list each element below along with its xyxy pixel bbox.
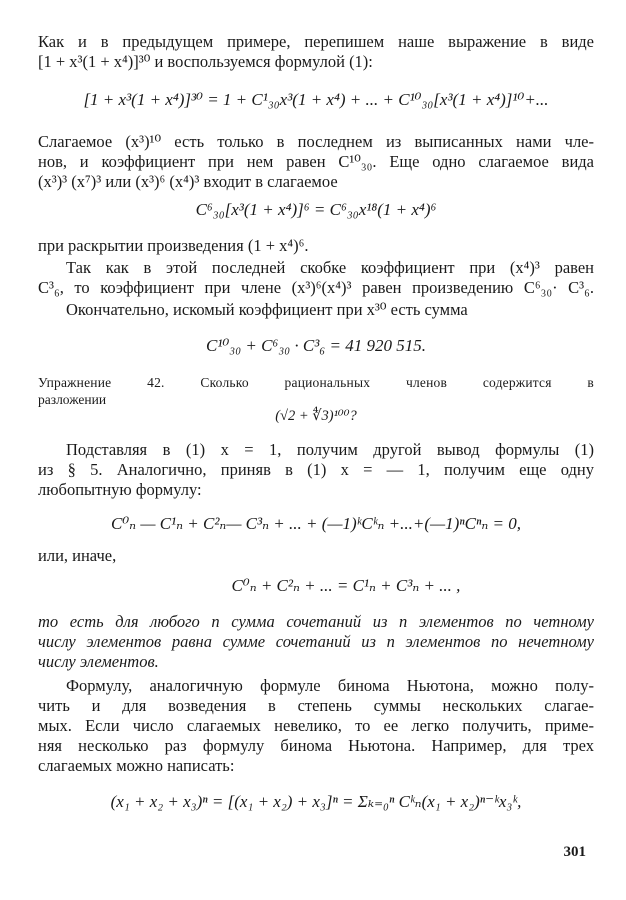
text-line: Как и в предыдущем примере, перепишем наше выражение в виде (38, 32, 594, 51)
exercise-line: разложении (38, 392, 107, 407)
equation: C⁰ₙ + C²ₙ + ... = C¹ₙ + C³ₙ + ... , (231, 576, 461, 595)
text-line: мых. Если число слагаемых невелико, то ее легко получить, приме- (38, 716, 594, 735)
text-line-italic: числу элементов. (38, 652, 159, 671)
exercise-formula: (√2 + ∜3)¹⁰⁰? (275, 408, 357, 424)
text-line: любопытную формулу: (38, 480, 202, 499)
text-line: няя несколько раз формулу бинома Ньютона. Например, для трех (38, 736, 594, 755)
text-line: чить и для возведения в степень суммы нескольких слагае- (38, 696, 594, 715)
equation: (x₁ + x₂ + x₃)ⁿ = [(x₁ + x₂) + x₃]ⁿ = Σₖ₌₀ⁿ Cᵏₙ(x₁ + x₂)ⁿ⁻ᵏx₃ᵏ, (110, 792, 522, 811)
text-line: Слагаемое (x³)¹⁰ есть только в последнем из выписанных нами чле- (38, 132, 594, 151)
text-line-italic: то есть для любого n сумма сочетаний из n элементов по четному (38, 612, 594, 631)
text-line-italic: числу элементов равна сумме сочетаний из n элементов по нечетному (38, 632, 594, 651)
text-line: при раскрытии произведения (1 + x⁴)⁶. (38, 236, 309, 255)
text-line: Формулу, аналогичную формуле бинома Ньютона, можно полу- (66, 676, 594, 695)
equation: [1 + x³(1 + x⁴)]³⁰ = 1 + C¹₃₀x³(1 + x⁴) + ... + C¹⁰₃₀[x³(1 + x⁴)]¹⁰+... (83, 90, 549, 109)
text-line: нов, и коэффициент при нем равен C¹⁰₃₀. Еще одно слагаемое вида (38, 152, 594, 171)
text-line: C³₆, то коэффициент при члене (x³)⁶(x⁴)³ равен произведению C⁶₃₀· C³₆. (38, 278, 594, 297)
text-line: Подставляя в (1) x = 1, получим другой вывод формулы (1) (66, 440, 594, 459)
text-line: или, иначе, (38, 546, 117, 565)
text-line: (x³)³ (x⁷)³ или (x³)⁶ (x⁴)³ входит в слагаемое (38, 172, 338, 191)
page-number: 301 (563, 844, 586, 860)
text-line: Так как в этой последней скобке коэффициент при (x⁴)³ равен (66, 258, 594, 277)
equation: C⁶₃₀[x³(1 + x⁴)]⁶ = C⁶₃₀x¹⁸(1 + x⁴)⁶ (195, 200, 437, 219)
text-line: [1 + x³(1 + x⁴)]³⁰ и воспользуемся формулой (1): (38, 52, 373, 71)
exercise-line: Упражнение 42. Сколько рациональных членов содержится в (38, 375, 594, 390)
equation: C⁰ₙ — C¹ₙ + C²ₙ— C³ₙ + ... + (—1)ᵏCᵏₙ +...+(—1)ⁿCⁿₙ = 0, (111, 514, 521, 533)
text-line: из § 5. Аналогично, приняв в (1) x = — 1, получим еще одну (38, 460, 594, 479)
equation: C¹⁰₃₀ + C⁶₃₀ · C³₆ = 41 920 515. (206, 336, 426, 355)
text-line: Окончательно, искомый коэффициент при x³⁰ есть сумма (66, 300, 468, 319)
text-line: слагаемых можно написать: (38, 756, 235, 775)
